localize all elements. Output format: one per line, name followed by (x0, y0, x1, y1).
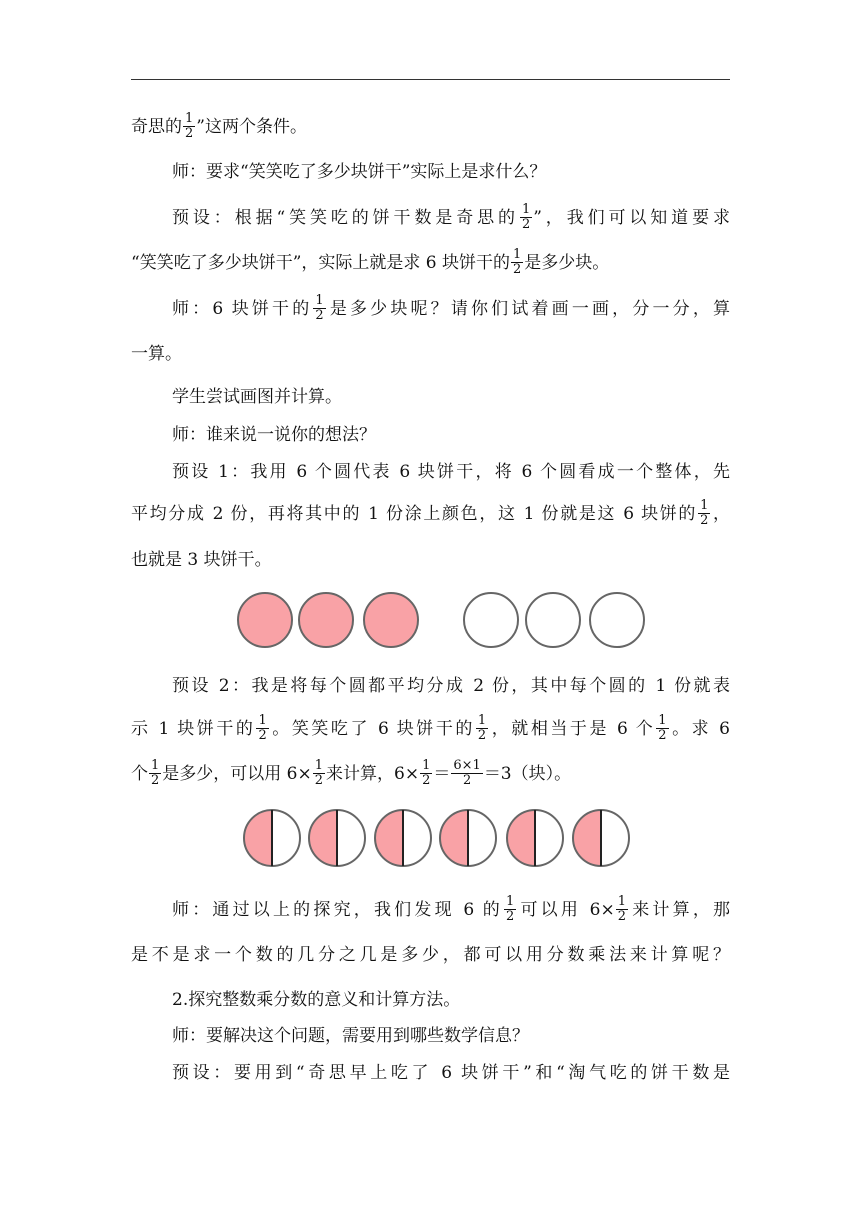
figure-whole-circles (0, 585, 860, 655)
shaded-half (244, 810, 272, 866)
text-line: 示 1 块饼干的 $\frac{1}{2}$ 。笑笑吃了 6 块饼干的 $\frac{1}{2}$ ，就相当于是 6 个 $\frac{1}{2}$ 。求 6 (131, 713, 730, 743)
half-filled-circle (375, 810, 431, 866)
text-line: 学生尝试画图并计算。 (172, 387, 342, 407)
text-line: 是不是求一个数的几分之几是多少，都可以用分数乘法来计算呢？ (131, 945, 730, 965)
text-line: 预设 2：我是将每个圆都平均分成 2 份，其中每个圆的 1 份就表 (172, 676, 730, 696)
empty-circle (590, 593, 644, 647)
fraction: $\frac{1}{2}$ (477, 713, 487, 743)
text-line: 师：要解决这个问题，需要用到哪些数学信息？ (172, 1026, 529, 1046)
text-line: 一算。 (131, 344, 182, 364)
text-line: 2.探究整数乘分数的意义和计算方法。 (172, 990, 461, 1010)
fraction: $\frac{1}{2}$ (700, 498, 709, 528)
fraction: $\frac{1}{2}$ (617, 894, 627, 924)
text-line: 平均分成 2 份，再将其中的 1 份涂上颜色，这 1 份就是这 6 块饼的 $\frac{1}{2}$ ， (131, 498, 730, 528)
text-line: 师：谁来说一说你的想法？ (172, 425, 376, 445)
fraction: $\frac{1}{2}$ (422, 758, 431, 788)
text-line: 预设 1：我用 6 个圆代表 6 块饼干，将 6 个圆看成一个整体，先 (172, 462, 730, 482)
half-filled-circle (440, 810, 496, 866)
fraction: $\frac{1}{2}$ (506, 894, 515, 924)
text-line: 师：要求“笑笑吃了多少块饼干”实际上是求什么？ (172, 162, 547, 182)
half-filled-circle (573, 810, 629, 866)
text-line: 也就是 3 块饼干。 (131, 550, 272, 570)
text-line: 个 $\frac{1}{2}$ 是多少，可以用 6× $\frac{1}{2}$ 来计算，6× $\frac{1}{2}$ ＝ $\frac{6\times 1}{2}$ ＝3（块）。 (131, 758, 572, 788)
fraction: $\frac{1}{2}$ (185, 111, 194, 141)
filled-circle (238, 593, 292, 647)
fraction: $\frac{1}{2}$ (513, 247, 522, 277)
figure-half-circles (0, 804, 860, 872)
fraction-calc: $\frac{6\times 1}{2}$ (453, 758, 481, 788)
fraction: $\frac{1}{2}$ (314, 758, 324, 788)
fraction: $\frac{1}{2}$ (258, 713, 267, 743)
filled-circle (299, 593, 353, 647)
text-line: 奇思的 $\frac{1}{2}$ ”这两个条件。 (131, 111, 307, 141)
empty-circle (464, 593, 518, 647)
shaded-half (375, 810, 403, 866)
text-line: 师：6 块饼干的 $\frac{1}{2}$ 是多少块呢？请你们试着画一画，分一分，算 (172, 293, 730, 323)
fraction: $\frac{1}{2}$ (151, 758, 160, 788)
header-rule (131, 79, 730, 80)
fraction: $\frac{1}{2}$ (658, 713, 667, 743)
half-filled-circle (507, 810, 563, 866)
empty-circle (526, 593, 580, 647)
filled-circle (364, 593, 418, 647)
fraction: $\frac{1}{2}$ (315, 293, 324, 323)
text-line: 师：通过以上的探究，我们发现 6 的 $\frac{1}{2}$ 可以用 6× $\frac{1}{2}$ 来计算，那 (172, 894, 731, 924)
shaded-half (573, 810, 601, 866)
fraction: $\frac{1}{2}$ (521, 202, 531, 232)
half-filled-circle (309, 810, 365, 866)
text-line: 预设：要用到“奇思早上吃了 6 块饼干”和“淘气吃的饼干数是 (172, 1063, 730, 1083)
text-line: 预设：根据“笑笑吃的饼干数是奇思的 $\frac{1}{2}$ ”，我们可以知道要求 (172, 202, 730, 232)
shaded-half (440, 810, 468, 866)
shaded-half (507, 810, 535, 866)
shaded-half (309, 810, 337, 866)
half-filled-circle (244, 810, 300, 866)
text-line: “笑笑吃了多少块饼干”，实际上就是求 6 块饼干的 $\frac{1}{2}$ 是多少块。 (131, 247, 610, 277)
